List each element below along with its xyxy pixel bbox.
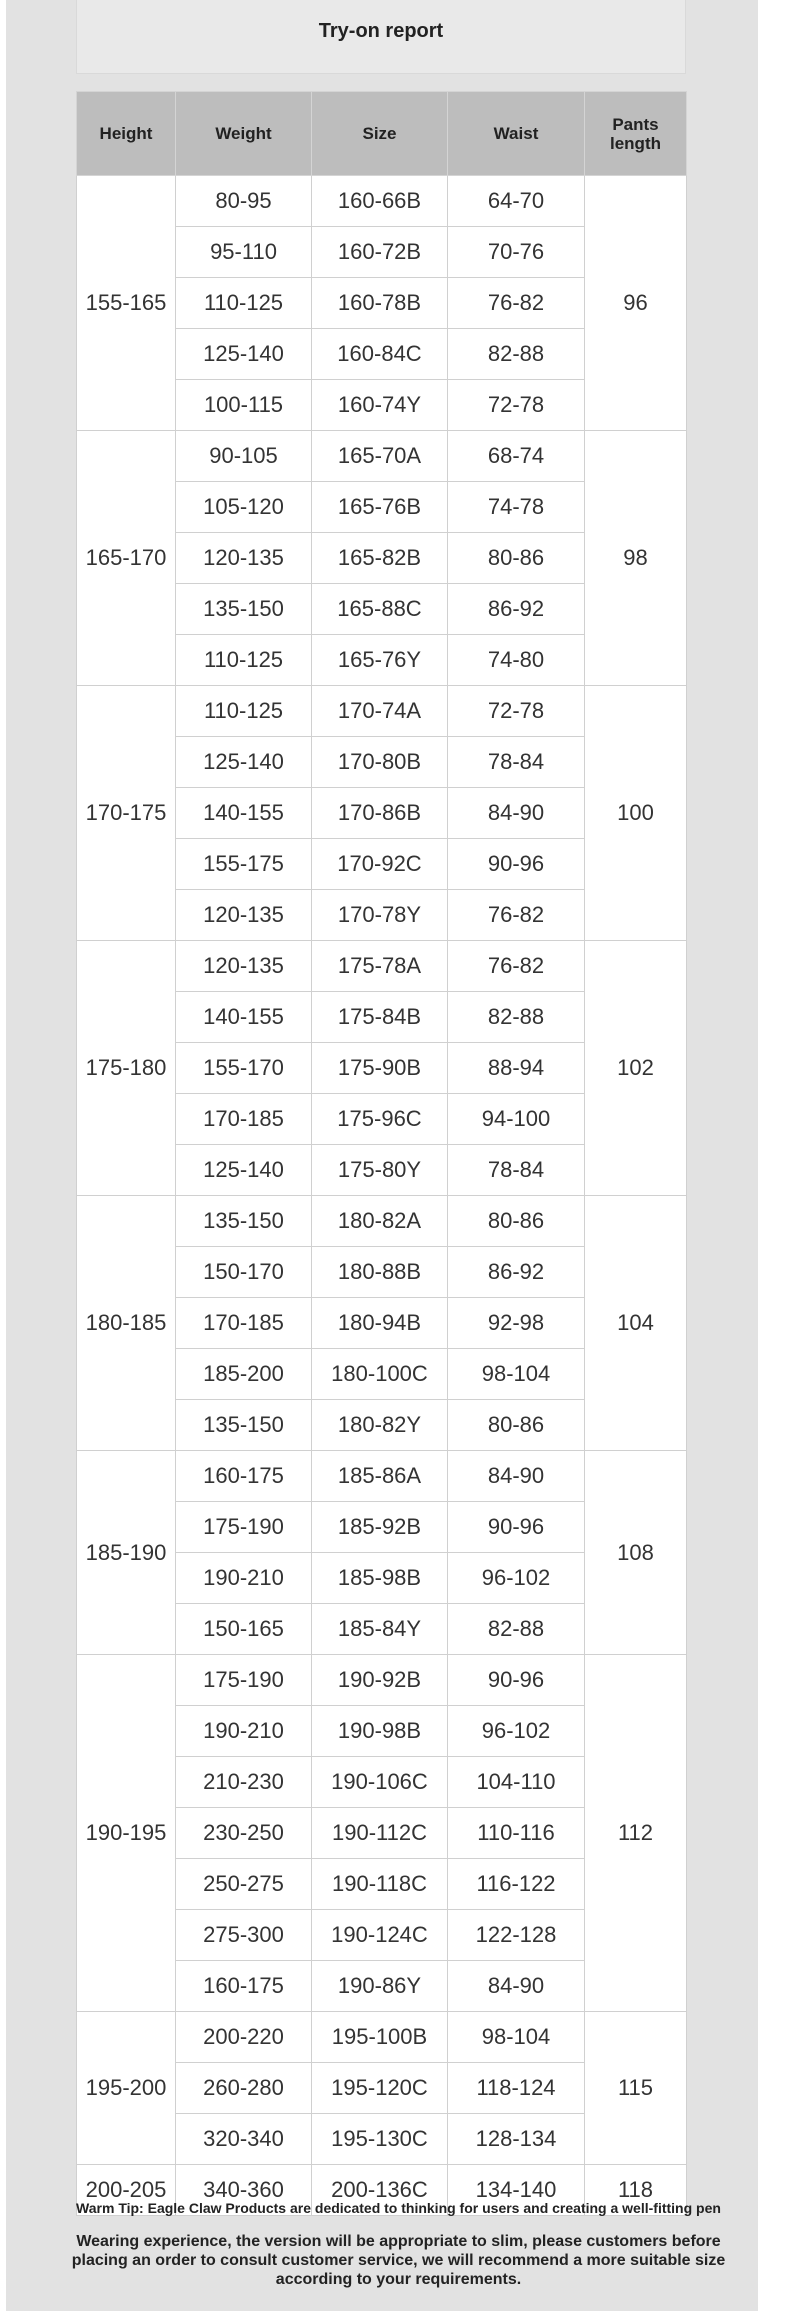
size-cell: 190-106C: [312, 1757, 448, 1808]
size-cell: 190-112C: [312, 1808, 448, 1859]
size-cell: 165-76Y: [312, 635, 448, 686]
pants-length-cell: 115: [585, 2012, 687, 2165]
header-waist: Waist: [448, 92, 585, 176]
warm-tip: Warm Tip: Eagle Claw Products are dedicated to thinking for users and creating a well-fitting pen: [76, 2200, 721, 2216]
weight-cell: 120-135: [176, 533, 312, 584]
size-cell: 160-72B: [312, 227, 448, 278]
waist-cell: 122-128: [448, 1910, 585, 1961]
size-cell: 170-74A: [312, 686, 448, 737]
weight-cell: 190-210: [176, 1553, 312, 1604]
weight-cell: 170-185: [176, 1298, 312, 1349]
waist-cell: 82-88: [448, 1604, 585, 1655]
weight-cell: 340-360: [176, 2165, 312, 2216]
size-cell: 180-82Y: [312, 1400, 448, 1451]
weight-cell: 275-300: [176, 1910, 312, 1961]
waist-cell: 94-100: [448, 1094, 585, 1145]
height-cell: 190-195: [77, 1655, 176, 2012]
pants-length-cell: 98: [585, 431, 687, 686]
weight-cell: 120-135: [176, 941, 312, 992]
size-cell: 185-84Y: [312, 1604, 448, 1655]
waist-cell: 110-116: [448, 1808, 585, 1859]
waist-cell: 80-86: [448, 1400, 585, 1451]
header-height: Height: [77, 92, 176, 176]
size-cell: 160-84C: [312, 329, 448, 380]
waist-cell: 128-134: [448, 2114, 585, 2165]
waist-cell: 86-92: [448, 584, 585, 635]
waist-cell: 104-110: [448, 1757, 585, 1808]
size-cell: 190-98B: [312, 1706, 448, 1757]
size-cell: 190-86Y: [312, 1961, 448, 2012]
size-cell: 160-78B: [312, 278, 448, 329]
pants-length-cell: 108: [585, 1451, 687, 1655]
weight-cell: 90-105: [176, 431, 312, 482]
weight-cell: 135-150: [176, 1196, 312, 1247]
size-cell: 180-88B: [312, 1247, 448, 1298]
waist-cell: 98-104: [448, 1349, 585, 1400]
waist-cell: 76-82: [448, 890, 585, 941]
header-pants-line2: length: [610, 133, 661, 153]
pants-length-cell: 102: [585, 941, 687, 1196]
waist-cell: 82-88: [448, 329, 585, 380]
size-cell: 180-94B: [312, 1298, 448, 1349]
height-cell: 175-180: [77, 941, 176, 1196]
waist-cell: 92-98: [448, 1298, 585, 1349]
size-cell: 190-92B: [312, 1655, 448, 1706]
table-row: [77, 431, 687, 482]
weight-cell: 110-125: [176, 635, 312, 686]
waist-cell: 70-76: [448, 227, 585, 278]
height-cell: 165-170: [77, 431, 176, 686]
size-cell: 170-80B: [312, 737, 448, 788]
weight-cell: 125-140: [176, 737, 312, 788]
size-cell: 160-74Y: [312, 380, 448, 431]
waist-cell: 78-84: [448, 737, 585, 788]
size-cell: 180-82A: [312, 1196, 448, 1247]
pants-length-cell: 96: [585, 176, 687, 431]
size-cell: 185-98B: [312, 1553, 448, 1604]
waist-cell: 90-96: [448, 1502, 585, 1553]
height-cell: 195-200: [77, 2012, 176, 2165]
weight-cell: 170-185: [176, 1094, 312, 1145]
size-cell: 165-76B: [312, 482, 448, 533]
weight-cell: 125-140: [176, 329, 312, 380]
weight-cell: 320-340: [176, 2114, 312, 2165]
waist-cell: 68-74: [448, 431, 585, 482]
size-cell: 200-136C: [312, 2165, 448, 2216]
waist-cell: 84-90: [448, 1961, 585, 2012]
size-cell: 195-130C: [312, 2114, 448, 2165]
weight-cell: 160-175: [176, 1961, 312, 2012]
report-title: Try-on report: [318, 20, 444, 42]
table-row: [77, 176, 687, 227]
size-cell: 175-90B: [312, 1043, 448, 1094]
weight-cell: 135-150: [176, 1400, 312, 1451]
size-cell: 190-118C: [312, 1859, 448, 1910]
header-weight: Weight: [176, 92, 312, 176]
size-cell: 180-100C: [312, 1349, 448, 1400]
weight-cell: 210-230: [176, 1757, 312, 1808]
weight-cell: 260-280: [176, 2063, 312, 2114]
size-cell: 165-82B: [312, 533, 448, 584]
weight-cell: 110-125: [176, 686, 312, 737]
table-row: [77, 2012, 687, 2063]
header-size: Size: [312, 92, 448, 176]
size-cell: 185-92B: [312, 1502, 448, 1553]
waist-cell: 90-96: [448, 1655, 585, 1706]
waist-cell: 64-70: [448, 176, 585, 227]
height-cell: 170-175: [77, 686, 176, 941]
size-cell: 160-66B: [312, 176, 448, 227]
size-cell: 175-80Y: [312, 1145, 448, 1196]
weight-cell: 230-250: [176, 1808, 312, 1859]
weight-cell: 150-165: [176, 1604, 312, 1655]
size-cell: 195-120C: [312, 2063, 448, 2114]
weight-cell: 95-110: [176, 227, 312, 278]
weight-cell: 250-275: [176, 1859, 312, 1910]
header-pants-length: [585, 92, 687, 176]
size-cell: 170-78Y: [312, 890, 448, 941]
weight-cell: 175-190: [176, 1502, 312, 1553]
waist-cell: 84-90: [448, 788, 585, 839]
size-cell: 195-100B: [312, 2012, 448, 2063]
waist-cell: 116-122: [448, 1859, 585, 1910]
weight-cell: 150-170: [176, 1247, 312, 1298]
size-cell: 170-86B: [312, 788, 448, 839]
table-row: [77, 1196, 687, 1247]
pants-length-cell: 100: [585, 686, 687, 941]
weight-cell: 175-190: [176, 1655, 312, 1706]
weight-cell: 125-140: [176, 1145, 312, 1196]
table-row: [77, 1451, 687, 1502]
size-cell: 165-88C: [312, 584, 448, 635]
height-cell: 180-185: [77, 1196, 176, 1451]
size-cell: 175-78A: [312, 941, 448, 992]
waist-cell: 74-78: [448, 482, 585, 533]
waist-cell: 88-94: [448, 1043, 585, 1094]
height-cell: 200-205: [77, 2165, 176, 2216]
waist-cell: 82-88: [448, 992, 585, 1043]
weight-cell: 120-135: [176, 890, 312, 941]
size-cell: 175-84B: [312, 992, 448, 1043]
size-cell: 190-124C: [312, 1910, 448, 1961]
weight-cell: 155-175: [176, 839, 312, 890]
table-row: [77, 941, 687, 992]
weight-cell: 155-170: [176, 1043, 312, 1094]
waist-cell: 72-78: [448, 686, 585, 737]
table-header-row: [77, 92, 687, 176]
waist-cell: 84-90: [448, 1451, 585, 1502]
waist-cell: 118-124: [448, 2063, 585, 2114]
weight-cell: 190-210: [176, 1706, 312, 1757]
size-chart-table: [76, 91, 687, 2216]
size-cell: 165-70A: [312, 431, 448, 482]
weight-cell: 80-95: [176, 176, 312, 227]
waist-cell: 78-84: [448, 1145, 585, 1196]
weight-cell: 200-220: [176, 2012, 312, 2063]
weight-cell: 140-155: [176, 788, 312, 839]
waist-cell: 90-96: [448, 839, 585, 890]
waist-cell: 134-140: [448, 2165, 585, 2216]
weight-cell: 105-120: [176, 482, 312, 533]
table-row: [77, 1655, 687, 1706]
height-cell: 155-165: [77, 176, 176, 431]
waist-cell: 74-80: [448, 635, 585, 686]
height-cell: 185-190: [77, 1451, 176, 1655]
weight-cell: 140-155: [176, 992, 312, 1043]
waist-cell: 76-82: [448, 278, 585, 329]
table-row: [77, 686, 687, 737]
size-cell: 170-92C: [312, 839, 448, 890]
waist-cell: 86-92: [448, 1247, 585, 1298]
waist-cell: 98-104: [448, 2012, 585, 2063]
weight-cell: 185-200: [176, 1349, 312, 1400]
waist-cell: 80-86: [448, 533, 585, 584]
waist-cell: 76-82: [448, 941, 585, 992]
wearing-note: Wearing experience, the version will be appropriate to slim, please customers before placing an order to consult customer service, we will recommend a more suitable size according to your requirements.: [71, 2233, 726, 2288]
weight-cell: 135-150: [176, 584, 312, 635]
pants-length-cell: 118: [585, 2165, 687, 2216]
waist-cell: 80-86: [448, 1196, 585, 1247]
waist-cell: 72-78: [448, 380, 585, 431]
waist-cell: 96-102: [448, 1553, 585, 1604]
table-body: [77, 176, 687, 2216]
pants-length-cell: 112: [585, 1655, 687, 2012]
weight-cell: 100-115: [176, 380, 312, 431]
header-pants-line1: Pants: [612, 114, 659, 134]
report-header: [76, 0, 686, 74]
size-cell: 175-96C: [312, 1094, 448, 1145]
pants-length-cell: 104: [585, 1196, 687, 1451]
weight-cell: 160-175: [176, 1451, 312, 1502]
waist-cell: 96-102: [448, 1706, 585, 1757]
weight-cell: 110-125: [176, 278, 312, 329]
size-cell: 185-86A: [312, 1451, 448, 1502]
